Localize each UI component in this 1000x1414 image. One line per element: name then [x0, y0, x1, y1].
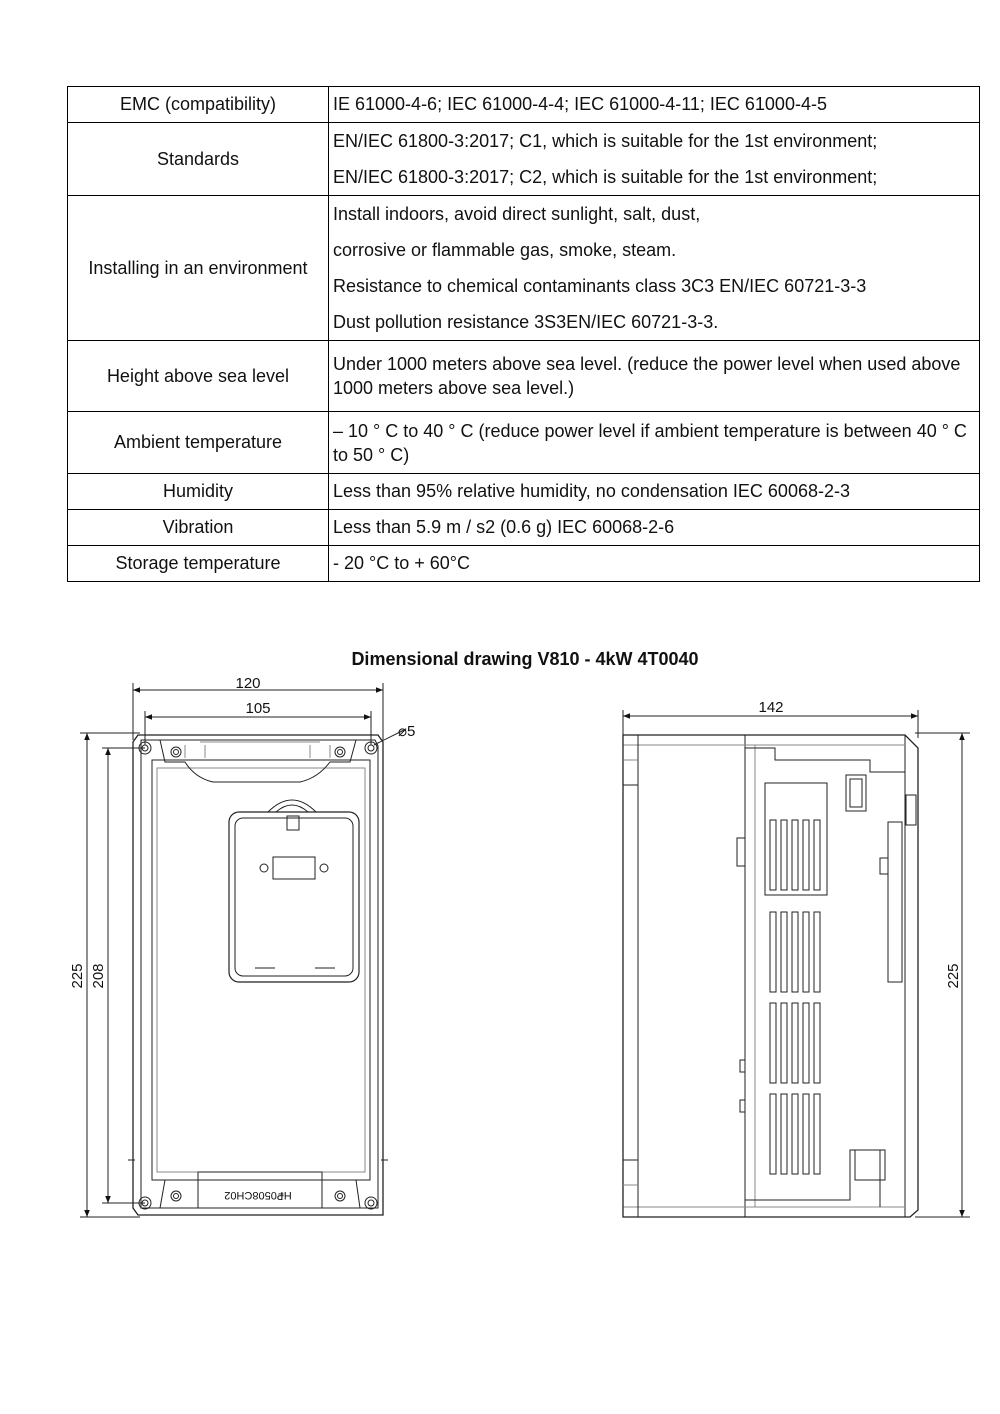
- dim-height-outer: 225: [69, 963, 86, 989]
- dim-height-side: 225: [945, 963, 962, 989]
- spec-label: Standards: [68, 123, 329, 196]
- spec-line: Install indoors, avoid direct sunlight, salt, dust,: [333, 204, 701, 224]
- spec-line: EN/IEC 61800-3:2017; C2, which is suitable for the 1st environment;: [333, 167, 878, 187]
- dim-depth: 142: [758, 699, 784, 716]
- spec-label: Ambient temperature: [68, 412, 329, 474]
- spec-value: – 10 ° C to 40 ° C (reduce power level if ambient temperature is between 40 ° C to 50 ° C): [329, 412, 980, 474]
- spec-value: Under 1000 meters above sea level. (reduce the power level when used above 1000 meters above sea level.): [329, 341, 980, 412]
- spec-label: EMC (compatibility): [68, 87, 329, 123]
- dim-hole-diameter: ⌀5: [398, 723, 416, 740]
- spec-value: IE 61000-4-6; IEC 61000-4-4; IEC 61000-4-11; IEC 61000-4-5: [329, 87, 980, 123]
- dim-width-outer: 120: [235, 675, 261, 692]
- spec-value: Less than 5.9 m / s2 (0.6 g) IEC 60068-2-6: [329, 510, 980, 546]
- spec-value: - 20 °C to + 60°C: [329, 546, 980, 582]
- dim-width-holes: 105: [245, 700, 271, 717]
- side-view: [623, 710, 970, 1217]
- spec-line: Resistance to chemical contaminants class 3C3 EN/IEC 60721-3-3: [333, 276, 867, 296]
- spec-line: EN/IEC 61800-3:2017; C1, which is suitable for the 1st environment;: [333, 131, 878, 151]
- spec-line: corrosive or flammable gas, smoke, steam.: [333, 240, 677, 260]
- spec-line: Dust pollution resistance 3S3EN/IEC 60721-3-3.: [333, 312, 719, 332]
- spec-label: Vibration: [68, 510, 329, 546]
- front-view: [80, 683, 404, 1217]
- dim-height-holes: 208: [90, 963, 107, 989]
- rating-label-plate: H₽0508CH02: [224, 1189, 292, 1201]
- drawing-title: Dimensional drawing V810 - 4kW 4T0040: [351, 649, 699, 669]
- spec-label: Humidity: [68, 474, 329, 510]
- spec-label: Installing in an environment: [68, 196, 329, 341]
- spec-value: Less than 95% relative humidity, no condensation IEC 60068-2-3: [329, 474, 980, 510]
- spec-label: Storage temperature: [68, 546, 329, 582]
- spec-label: Height above sea level: [68, 341, 329, 412]
